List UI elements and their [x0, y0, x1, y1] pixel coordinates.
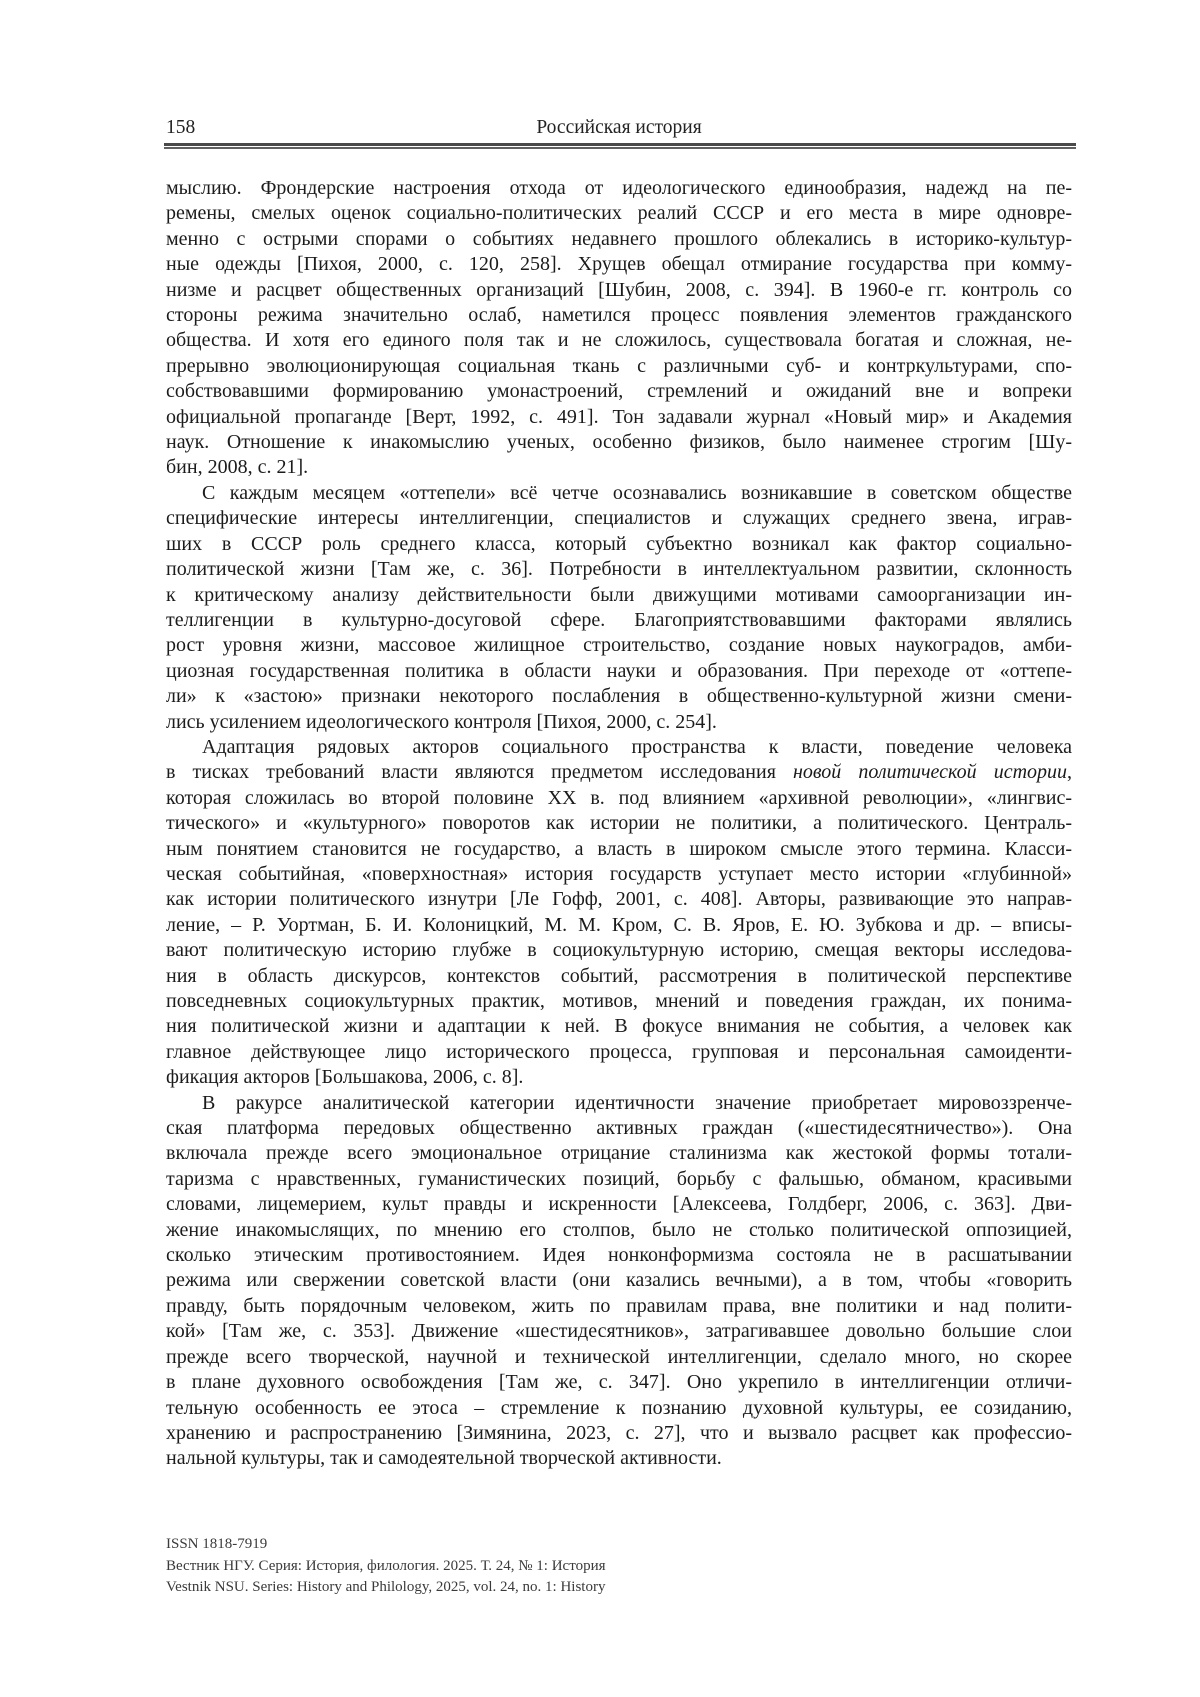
text-line: тельную особенность ее этоса – стремление к познанию духовной культуры, ее созиданию,	[166, 1396, 1072, 1419]
text-line: циозная государственная политика в области науки и образования. При переходе от «оттепе-	[166, 659, 1072, 682]
text-line: рост уровня жизни, массовое жилищное строительство, создание новых наукоградов, амби-	[166, 634, 1072, 657]
text-line: кой» [Там же, с. 353]. Движение «шестидесятников», затрагивавшее довольно большие слои	[166, 1320, 1072, 1343]
text-line: главное действующее лицо исторического процесса, групповая и персональная самоиденти-	[166, 1040, 1072, 1063]
text-line: В ракурсе аналитической категории идентичности значение приобретает мировоззренче-	[202, 1091, 1072, 1114]
text-line: ным понятием становится не государство, а власть в широком смысле этого термина. Класси-	[166, 837, 1072, 860]
text-line: теллигенции в культурно-досуговой сфере. Благоприятствовавшими факторами являлись	[166, 608, 1072, 631]
text-line: к критическому анализу действительности были движущими мотивами самоорганизации ин-	[166, 583, 1072, 606]
text-line: ших в СССР роль среднего класса, который субъектно возникал как фактор социально-	[166, 532, 1072, 555]
text-line: вают политическую историю глубже в социокультурную историю, смещая векторы исследова-	[166, 939, 1072, 962]
text-line: ление, – Р. Уортман, Б. И. Колоницкий, М. М. Кром, С. В. Яров, Е. Ю. Зубкова и др. – вписы-	[166, 913, 1072, 936]
text-line: наук. Отношение к инакомыслию ученых, особенно физиков, было наименее строгим [Шу-	[166, 431, 1072, 454]
text-line: в плане духовного освобождения [Там же, с. 347]. Оно укрепило в интеллигенции отличи-	[166, 1371, 1072, 1394]
text-line: таризма с нравственных, гуманистических позиций, борьбу с фальшью, обманом, красивыми	[166, 1167, 1072, 1190]
text-line: С каждым месяцем «оттепели» всё четче осознавались возникавшие в советском обществе	[202, 481, 1072, 504]
text-line: в тисках требований власти являются предметом исследования новой политической истории,	[166, 761, 1073, 784]
text-line: прерывно эволюционирующая социальная ткань с различными суб- и контркультурами, спо-	[166, 354, 1072, 377]
text-line: фикация акторов [Большакова, 2006, с. 8].	[166, 1066, 524, 1089]
text-line: правду, быть порядочным человеком, жить по правилам права, вне политики и над полити-	[166, 1294, 1072, 1317]
text-line: стороны режима значительно ослаб, наметился процесс появления элементов гражданского	[166, 304, 1072, 327]
text-line: лись усилением идеологического контроля [Пихоя, 2000, с. 254].	[166, 710, 717, 733]
text-line: низме и расцвет общественных организаций [Шубин, 2008, с. 394]. В 1960-е гг. контроль со	[166, 278, 1072, 301]
text-line: нальной культуры, так и самодеятельной творческой активности.	[166, 1447, 722, 1470]
text-line: которая сложилась во второй половине XX в. под влиянием «архивной революции», «лингвис-	[166, 786, 1072, 809]
footer-journal-en: Vestnik NSU. Series: History and Philology, 2025, vol. 24, no. 1: History	[166, 1579, 606, 1595]
header-rule	[164, 143, 1076, 149]
page-footer	[166, 1534, 1072, 1599]
footer-issn: ISSN 1818-7919	[166, 1536, 268, 1552]
text-line: как истории политического изнутри [Ле Гофф, 2001, с. 408]. Авторы, развивающие это направ-	[166, 888, 1072, 911]
article-body	[166, 176, 1072, 1472]
text-line: собствовавшими формированию умонастроений, стремлений и ожиданий вне и вопреки	[166, 380, 1072, 403]
text-line: ния в область дискурсов, контекстов событий, рассмотрения в политической перспективе	[166, 964, 1072, 987]
text-line: повседневных социокультурных практик, мотивов, мнений и поведения граждан, их понима-	[166, 990, 1072, 1012]
text-line: бин, 2008, с. 21].	[166, 456, 309, 479]
page-header	[166, 116, 1072, 142]
text-line: ния политической жизни и адаптации к ней. В фокусе внимания не события, а человек как	[166, 1015, 1072, 1038]
text-line: специфические интересы интеллигенции, специалистов и служащих среднего звена, играв-	[166, 507, 1072, 530]
text-line: ческая событийная, «поверхностная» история государств уступает место истории «глубинной»	[166, 862, 1072, 885]
text-line: ли» к «застою» признаки некоторого послабления в общественно-культурной жизни смени-	[166, 685, 1072, 708]
text-line: ные одежды [Пихоя, 2000, с. 120, 258]. Хрущев обещал отмирание государства при комму-	[166, 253, 1072, 276]
text-line: Адаптация рядовых акторов социального пространства к власти, поведение человека	[202, 735, 1072, 758]
text-line: ремены, смелых оценок социально-политических реалий СССР и его места в мире одновре-	[166, 202, 1072, 225]
text-line: режима или свержении советской власти (они казались вечными), а в том, чтобы «говорить	[166, 1269, 1072, 1292]
text-line: сколько этическим противостоянием. Идея нонконформизма состояла не в расшатывании	[166, 1244, 1072, 1267]
text-line: политической жизни [Там же, с. 36]. Потребности в интеллектуальном развитии, склонность	[166, 558, 1072, 581]
footer-journal-ru: Вестник НГУ. Серия: История, филология. 2025. Т. 24, № 1: История	[166, 1557, 606, 1574]
text-line: хранению и распространению [Зимянина, 2023, с. 27], что и вызвало расцвет как профессио-	[166, 1421, 1072, 1444]
text-line: менно с острыми спорами о событиях недавнего прошлого облекались в историко-культур-	[166, 227, 1072, 250]
text-line: включала прежде всего эмоциональное отрицание сталинизма как жестокой формы тотали-	[166, 1142, 1072, 1165]
text-line: мыслию. Фрондерские настроения отхода от идеологического единообразия, надежд на пе-	[166, 177, 1072, 199]
text-line: прежде всего творческой, научной и технической интеллигенции, сделало много, но скорее	[166, 1345, 1072, 1368]
page-number: 158	[166, 117, 196, 138]
text-line: общества. И хотя его единого поля так и не сложилось, существовала богатая и сложная, не-	[166, 329, 1072, 352]
text-line: ская платформа передовых общественно активных граждан («шестидесятничество»). Она	[166, 1117, 1072, 1140]
text-line: официальной пропаганде [Верт, 1992, с. 491]. Тон задавали журнал «Новый мир» и Академия	[166, 405, 1072, 428]
text-line: тического» и «культурного» поворотов как истории не политики, а политического. Централь-	[166, 812, 1072, 835]
running-title: Российская история	[536, 117, 702, 138]
text-line: жение инакомыслящих, по мнению его столпов, было не столько политической оппозицией,	[166, 1218, 1072, 1241]
text-line: словами, лицемерием, культ правды и искренности [Алексеева, Голдберг, 2006, с. 363]. Дви-	[166, 1193, 1072, 1216]
